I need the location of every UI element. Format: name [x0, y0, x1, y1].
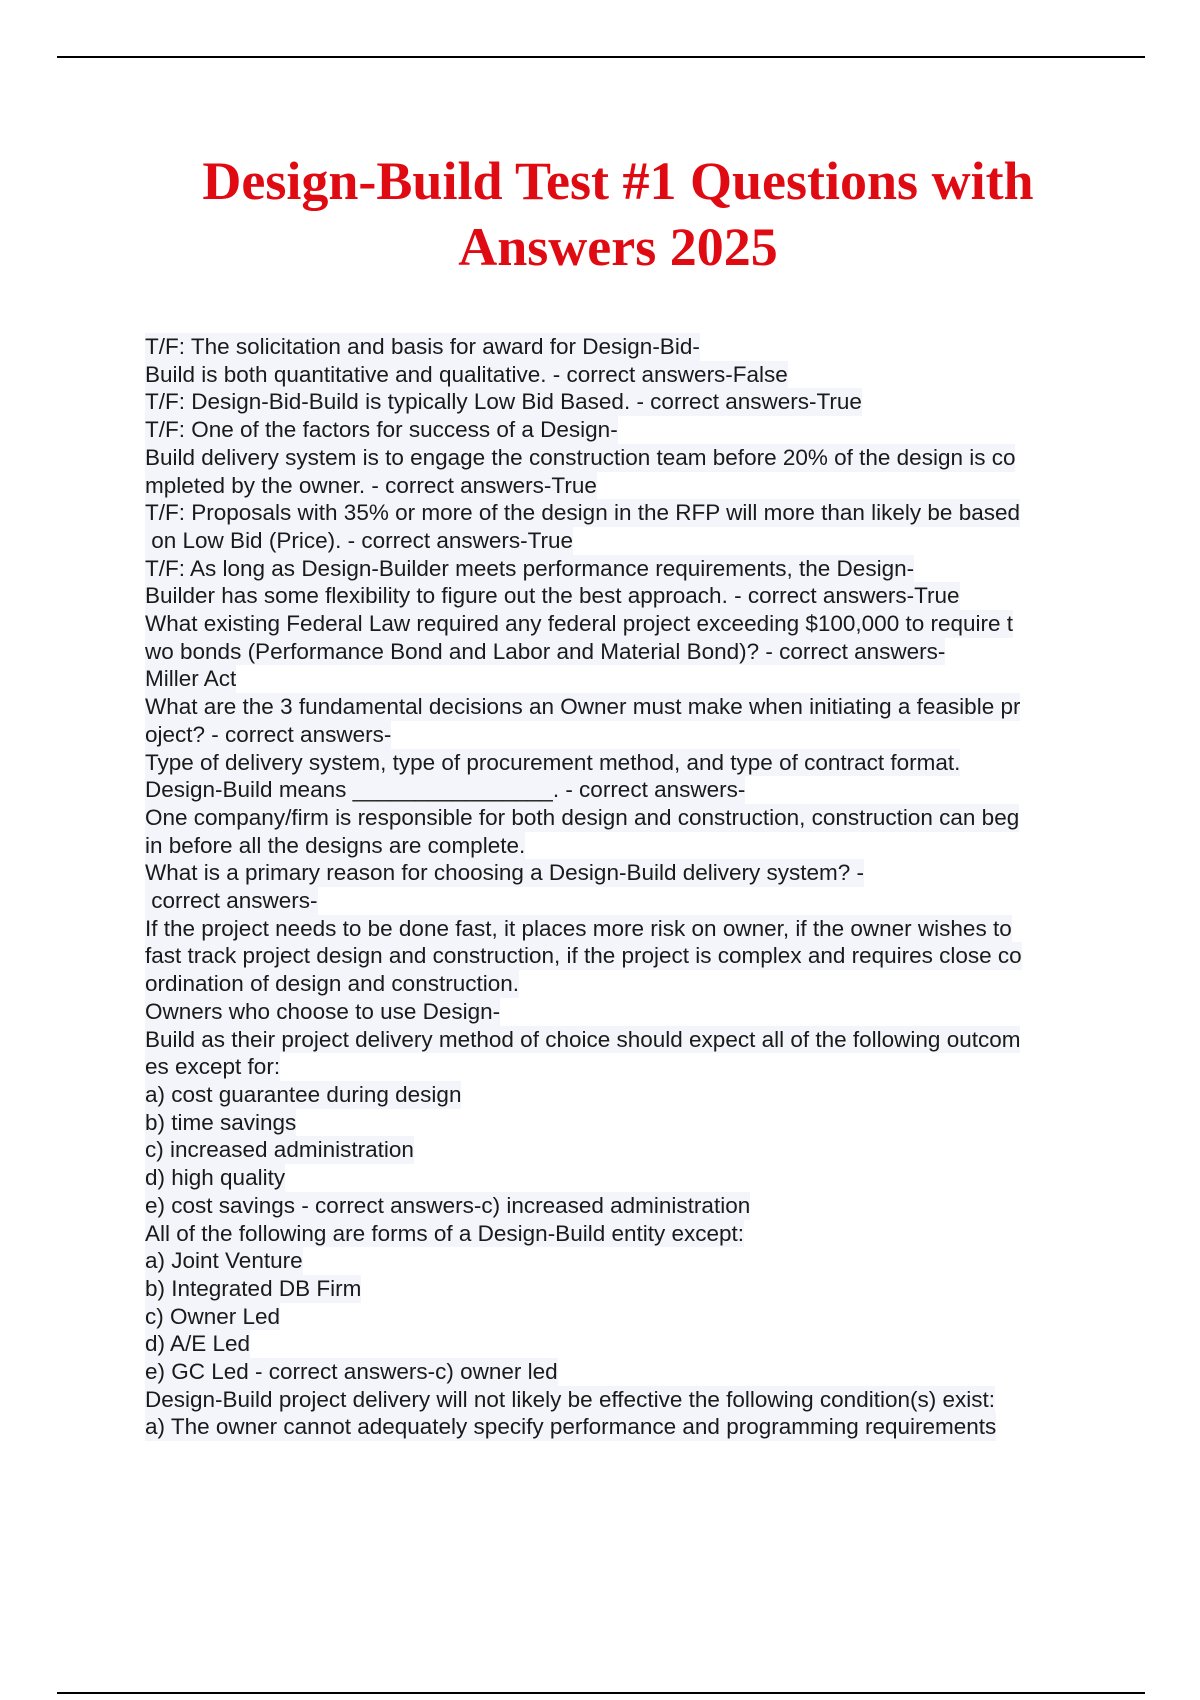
text-line: What existing Federal Law required any federal project exceeding $100,000 to require t	[145, 611, 1014, 637]
text-line: a) The owner cannot adequately specify performance and programming requirements	[145, 1414, 997, 1440]
text-line: e) cost savings - correct answers-c) increased administration	[145, 1192, 751, 1218]
text-line: What is a primary reason for choosing a Design-Build delivery system? -	[145, 860, 865, 886]
text-line: b) Integrated DB Firm	[145, 1275, 362, 1301]
text-line: e) GC Led - correct answers-c) owner led	[145, 1359, 558, 1385]
text-line: T/F: The solicitation and basis for award for Design-Bid-	[145, 334, 700, 359]
title-line-2: Answers 2025	[458, 217, 778, 277]
text-line: fast track project design and construction, if the project is complex and requires close co	[145, 943, 1022, 969]
text-line: oject? - correct answers-	[145, 721, 392, 747]
text-line: on Low Bid (Price). - correct answers-True	[145, 527, 574, 553]
text-line: Builder has some flexibility to figure out the best approach. - correct answers-True	[145, 583, 960, 609]
text-line: Build is both quantitative and qualitative. - correct answers-False	[145, 361, 788, 387]
text-line: T/F: Design-Bid-Build is typically Low Bid Based. - correct answers-True	[145, 389, 862, 415]
bottom-rule	[57, 1692, 1145, 1694]
text-line: Owners who choose to use Design-	[145, 998, 501, 1024]
text-line: If the project needs to be done fast, it places more risk on owner, if the owner wishes to	[145, 915, 1012, 941]
text-line: in before all the designs are complete.	[145, 832, 526, 858]
text-line: Build delivery system is to engage the construction team before 20% of the design is co	[145, 444, 1016, 470]
text-line: Design-Build means ________________. - correct answers-	[145, 777, 746, 803]
text-line: T/F: Proposals with 35% or more of the design in the RFP will more than likely be based	[145, 500, 1020, 526]
document-title	[100, 148, 1136, 280]
text-line: T/F: As long as Design-Builder meets performance requirements, the Design-	[145, 555, 915, 581]
text-line: c) increased administration	[145, 1137, 414, 1163]
title-line-1: Design-Build Test #1 Questions with	[202, 151, 1034, 211]
text-line: d) A/E Led	[145, 1331, 251, 1357]
text-line: wo bonds (Performance Bond and Labor and Material Bond)? - correct answers-	[145, 638, 946, 664]
text-line: Miller Act	[145, 666, 237, 692]
text-line: One company/firm is responsible for both design and construction, construction can beg	[145, 804, 1020, 830]
text-line: Design-Build project delivery will not likely be effective the following condition(s) exist:	[145, 1386, 995, 1412]
text-line: a) Joint Venture	[145, 1248, 303, 1274]
text-line: All of the following are forms of a Design-Build entity except:	[145, 1220, 745, 1246]
text-line: Build as their project delivery method of choice should expect all of the following outcom	[145, 1026, 1021, 1052]
text-line: es except for:	[145, 1054, 281, 1080]
text-line: What are the 3 fundamental decisions an Owner must make when initiating a feasible pr	[145, 694, 1021, 720]
text-line: b) time savings	[145, 1109, 297, 1135]
text-line: Type of delivery system, type of procurement method, and type of contract format.	[145, 749, 961, 775]
document-body	[145, 333, 1095, 1441]
text-line: ordination of design and construction.	[145, 971, 519, 997]
text-line: T/F: One of the factors for success of a Design-	[145, 417, 618, 443]
text-line: correct answers-	[145, 888, 318, 914]
top-rule	[57, 56, 1145, 58]
text-line: a) cost guarantee during design	[145, 1081, 462, 1107]
text-line: mpleted by the owner. - correct answers-True	[145, 472, 597, 498]
text-line: d) high quality	[145, 1165, 286, 1191]
text-line: c) Owner Led	[145, 1303, 281, 1329]
